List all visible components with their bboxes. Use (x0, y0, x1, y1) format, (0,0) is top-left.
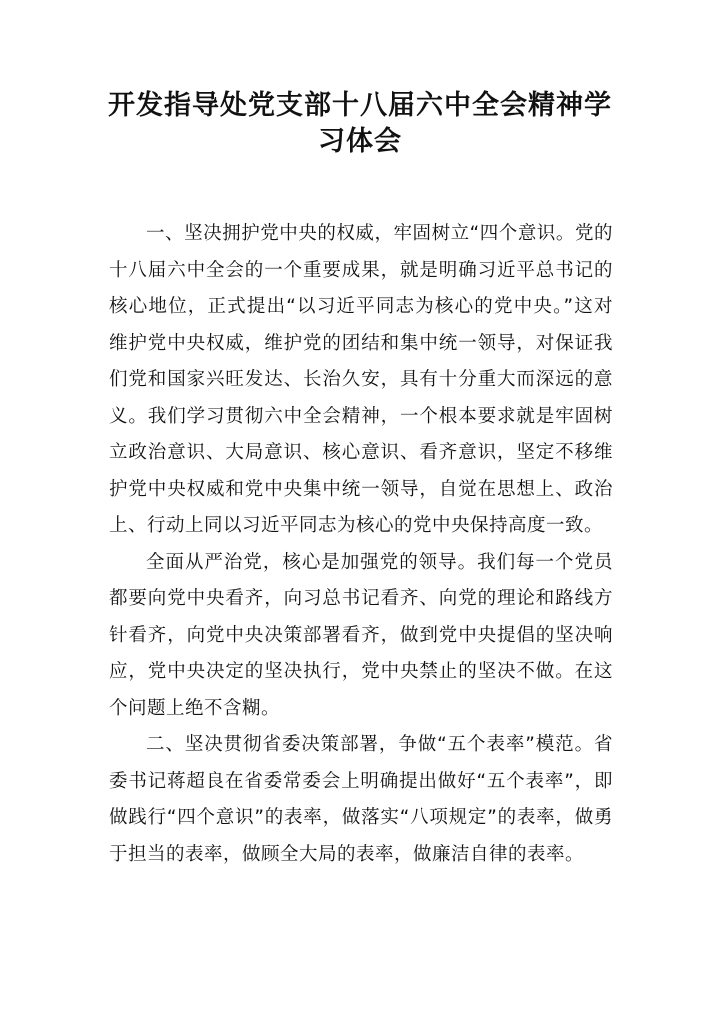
document-title: 开发指导处党支部十八届六中全会精神学习体会 (108, 90, 612, 157)
document-body (109, 216, 613, 873)
paragraph-2: 全面从严治党，核心是加强党的领导。我们每一个党员都要向党中央看齐，向习总书记看齐、向党的理论和路线方针看齐，向党中央决策部署看齐，做到党中央提倡的坚决响应，党中央决定的坚决执行，党中央禁止的坚决不做。在这个问题上绝不含糊。 (109, 551, 613, 719)
paragraph-1: 一、坚决拥护党中央的权威，牢固树立“四个意识。党的十八届六中全会的一个重要成果，就是明确习近平总书记的核心地位，正式提出“以习近平同志为核心的党中央。”这对维护党中央权威，维护党的团结和集中统一领导，对保证我们党和国家兴旺发达、长治久安，具有十分重大而深远的意义。我们学习贯彻六中全会精神，一个根本要求就是牢固树立政治意识、大局意识、核心意识、看齐意识，坚定不移维护党中央权威和党中央集中统一领导，自觉在思想上、政治上、行动上同以习近平同志为核心的党中央保持高度一致。 (109, 223, 613, 536)
paragraph-3: 二、坚决贯彻省委决策部署，争做“五个表率”模范。省委书记蒋超良在省委常委会上明确提出做好“五个表率”，即做践行“四个意识”的表率，做落实“八项规定”的表率，做勇于担当的表率，做顾全大局的表率，做廉洁自律的表率。 (109, 734, 613, 865)
